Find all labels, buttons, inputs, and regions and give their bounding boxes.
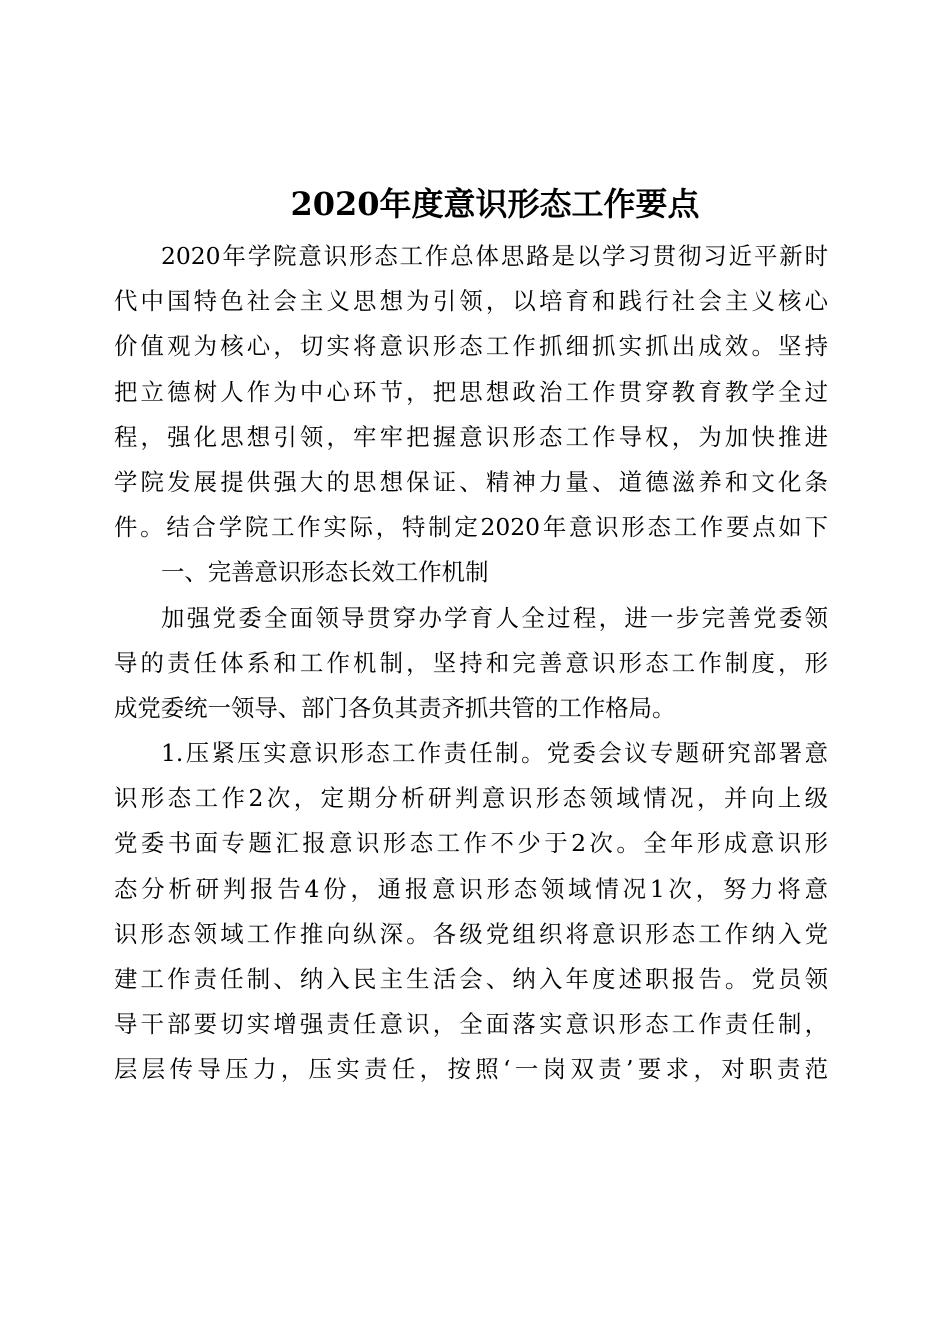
section-heading: 一、完善意识形态长效工作机制 — [161, 558, 489, 587]
paragraph-line: 识形态领域工作推向纵深。各级党组织将意识形态工作纳入党 — [114, 919, 828, 948]
document-body — [114, 234, 828, 1093]
paragraph-line: 把立德树人作为中心环节，把思想政治工作贯穿教育教学全过 — [114, 377, 828, 406]
paragraph-line: 1.压紧压实意识形态工作责任制。党委会议专题研究部署意 — [161, 739, 828, 768]
paragraph-line: 识形态工作2次，定期分析研判意识形态领域情况，并向上级 — [114, 784, 828, 813]
paragraph-line: 价值观为核心，切实将意识形态工作抓细抓实抓出成效。坚持 — [114, 332, 828, 361]
paragraph-line: 层层传导压力，压实责任，按照‘一岗双责’要求，对职责范 — [114, 1055, 828, 1084]
document-title: 2020年度意识形态工作要点 — [290, 185, 700, 223]
paragraph-line: 代中国特色社会主义思想为引领，以培育和践行社会主义核心 — [114, 287, 828, 316]
paragraph-line: 建工作责任制、纳入民主生活会、纳入年度述职报告。党员领 — [114, 965, 828, 993]
paragraph-line: 学院发展提供强大的思想保证、精神力量、道德滋养和文化条 — [114, 467, 828, 496]
paragraph-line: 件。结合学院工作实际，特制定2020年意识形态工作要点如下 — [114, 513, 828, 542]
paragraph-line: 成党委统一领导、部门各负其责齐抓共管的工作格局。 — [114, 693, 676, 722]
paragraph-line: 导干部要切实增强责任意识，全面落实意识形态工作责任制， — [114, 1010, 828, 1039]
paragraph-line: 态分析研判报告4份，通报意识形态领域情况1次，努力将意 — [114, 874, 828, 903]
paragraph-line: 2020年学院意识形态工作总体思路是以学习贯彻习近平新时 — [161, 242, 828, 270]
paragraph-line: 导的责任体系和工作机制，坚持和完善意识形态工作制度，形 — [114, 648, 828, 677]
paragraph-line: 程，强化思想引领，牢牢把握意识形态工作导权，为加快推进 — [114, 422, 828, 451]
paragraph-line: 党委书面专题汇报意识形态工作不少于2次。全年形成意识形 — [114, 829, 828, 858]
paragraph-line: 加强党委全面领导贯穿办学育人全过程，进一步完善党委领 — [161, 603, 828, 632]
